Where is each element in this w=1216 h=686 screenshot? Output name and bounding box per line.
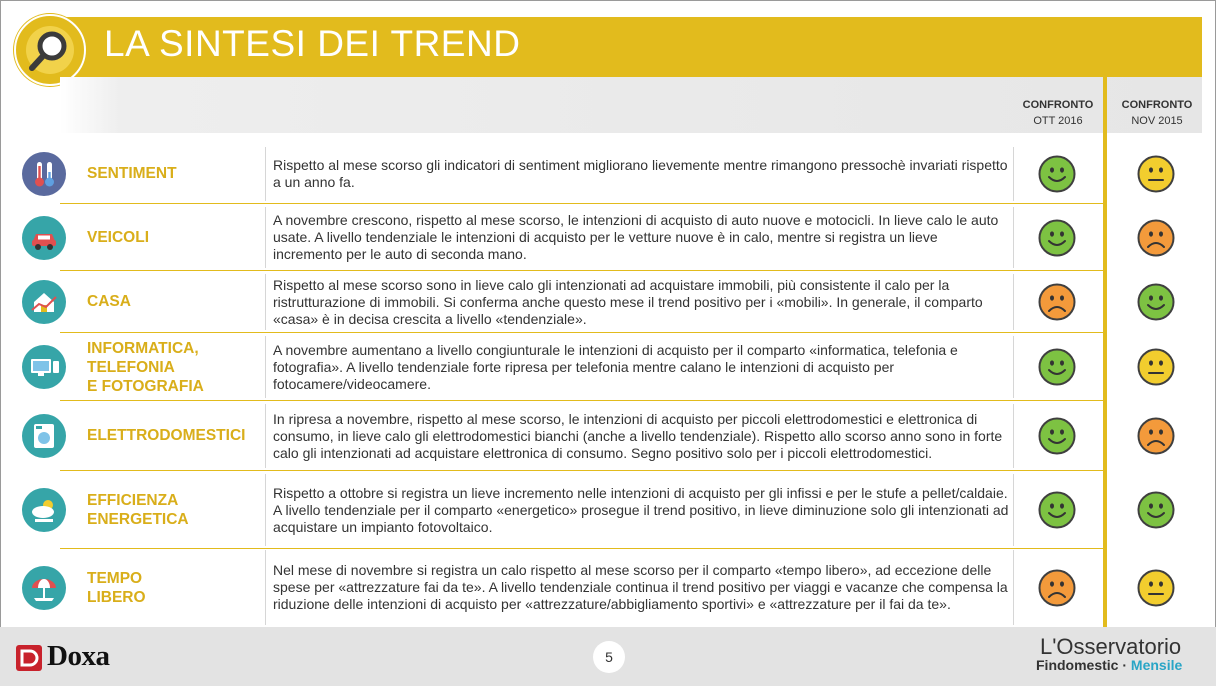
cell-separator — [265, 147, 266, 201]
house-icon — [22, 280, 66, 324]
row-divider — [60, 470, 1103, 471]
trend-description: In ripresa a novembre, rispetto al mese scorso, le intenzioni di acquisto per piccoli elettrodomestici e elettronica di consumo, in lieve calo gli elettrodomestici bianchi (anche a livello tendenziale). Rispetto allo scorso anno sono in forte calo gli intenzionati ad acquistare elettronica di consumo. Segno positivo solo per i piccoli elettrodomestici. — [273, 410, 1003, 461]
trend-description: Rispetto a ottobre si registra un lieve incremento nelle intenzioni di acquisto per gli infissi e per le stufe a pellet/caldaie. A livello tendenziale per il comparto «energetico» prosegue il trend positivo, in lieve diminuzione solo gli intenzionati ad acquistare un impianto fotovoltaico. — [273, 484, 1009, 535]
positive-smiley-icon — [1038, 491, 1076, 529]
column-divider — [1103, 77, 1107, 627]
column-header-month: CONFRONTO OTT 2016 — [1022, 99, 1094, 127]
positive-smiley-icon — [1038, 155, 1076, 193]
cell-separator — [265, 404, 266, 468]
negative-smiley-icon — [1038, 283, 1076, 321]
cell-separator — [1013, 336, 1014, 398]
row-divider — [60, 400, 1103, 401]
trend-description: A novembre aumentano a livello congiunturale le intenzioni di acquisto per il comparto «informatica, telefonia e fotografia». A livello tendenziale forte ripresa per telefonia mentre calano le intenzioni di acquisto per fotocamere/videocamere. — [273, 341, 958, 392]
positive-smiley-icon — [1137, 283, 1175, 321]
cell-separator — [1013, 404, 1014, 468]
cell-separator — [1013, 207, 1014, 268]
column-header-year: CONFRONTO NOV 2015 — [1121, 99, 1193, 127]
category-label-line: EFFICIENZA — [87, 492, 179, 509]
neutral-smiley-icon — [1137, 348, 1175, 386]
negative-smiley-icon — [1137, 417, 1175, 455]
doxa-logo: Doxa — [47, 640, 110, 672]
positive-smiley-icon — [1038, 219, 1076, 257]
row-divider — [60, 203, 1103, 204]
category-label-line: TELEFONIA — [87, 358, 175, 376]
neutral-smiley-icon — [1137, 155, 1175, 193]
category-label-line: TEMPO — [87, 569, 143, 587]
category-label: VEICOLI — [87, 228, 150, 246]
category-label-line: E FOTOGRAFIA — [87, 377, 204, 395]
neutral-smiley-icon — [1137, 569, 1175, 607]
osservatorio-logo-subtitle: Findomestic · Mensile — [1036, 657, 1183, 673]
positive-smiley-icon — [1137, 491, 1175, 529]
thermometer-icon — [22, 152, 66, 196]
category-label: CASA — [87, 293, 131, 310]
negative-smiley-icon — [1038, 569, 1076, 607]
page-number: 5 — [593, 641, 625, 673]
cell-separator — [1013, 147, 1014, 201]
category-label: SENTIMENT — [87, 165, 177, 182]
cell-separator — [265, 274, 266, 330]
positive-smiley-icon — [1038, 417, 1076, 455]
doxa-logo-mark — [16, 645, 42, 671]
trend-description: Nel mese di novembre si registra un calo rispetto al mese scorso per il comparto «tempo libero», ad eccezione delle spese per «attrezzature fai da te». A livello tendenziale continua il trend positivo per viaggi e vacanze che compensa la riduzione delle intenzioni di acquisto per «attrezzature/abbigliamento sportivi» e «attrezzature per il fai da te». — [273, 562, 1008, 612]
title-badge — [14, 14, 86, 86]
cloud-sun-icon — [22, 488, 66, 532]
magnifier-icon — [16, 16, 84, 84]
negative-smiley-icon — [1137, 219, 1175, 257]
category-label-line: LIBERO — [87, 588, 146, 606]
category-label-line: INFORMATICA, — [87, 339, 199, 357]
cell-separator — [1013, 474, 1014, 546]
row-divider — [60, 270, 1103, 271]
cell-separator — [265, 207, 266, 268]
page-title: LA SINTESI DEI TREND — [104, 23, 521, 64]
car-icon — [22, 216, 66, 260]
cell-separator — [1013, 274, 1014, 330]
beach-umbrella-icon — [22, 566, 66, 610]
osservatorio-logo-title: L'Osservatorio — [1040, 634, 1182, 659]
trend-description: Rispetto al mese scorso sono in lieve calo gli intenzionati ad acquistare immobili, più consistente il calo per la ristrutturazione di immobili. Si conferma anche questo mese il trend positivo per i «mobili». In generale, il comparto «casa» è in decisa crescita a livello «tendenziale». — [273, 276, 983, 327]
row-divider — [60, 548, 1103, 549]
category-label — [87, 339, 204, 396]
category-label — [87, 491, 189, 529]
category-label-line: ENERGETICA — [87, 511, 189, 528]
washing-machine-icon — [22, 414, 66, 458]
cell-separator — [1013, 550, 1014, 625]
trend-description: Rispetto al mese scorso gli indicatori di sentiment migliorano lievemente mentre rimangono pressochè invariati rispetto a un anno fa. — [273, 157, 1008, 190]
cell-separator — [265, 474, 266, 546]
category-label: ELETTRODOMESTICI — [87, 427, 246, 444]
category-label — [87, 569, 146, 607]
positive-smiley-icon — [1038, 348, 1076, 386]
row-divider — [60, 332, 1103, 333]
computer-icon — [22, 345, 66, 389]
cell-separator — [265, 550, 266, 625]
trend-description: A novembre crescono, rispetto al mese scorso, le intenzioni di acquisto di auto nuove e motocicli. In lieve calo le auto usate. A livello tendenziale le intenzioni di acquisto per le vetture nuove è in calo, mentre si registra un lieve incremento per le auto di seconda mano. — [273, 212, 999, 262]
cell-separator — [265, 336, 266, 398]
